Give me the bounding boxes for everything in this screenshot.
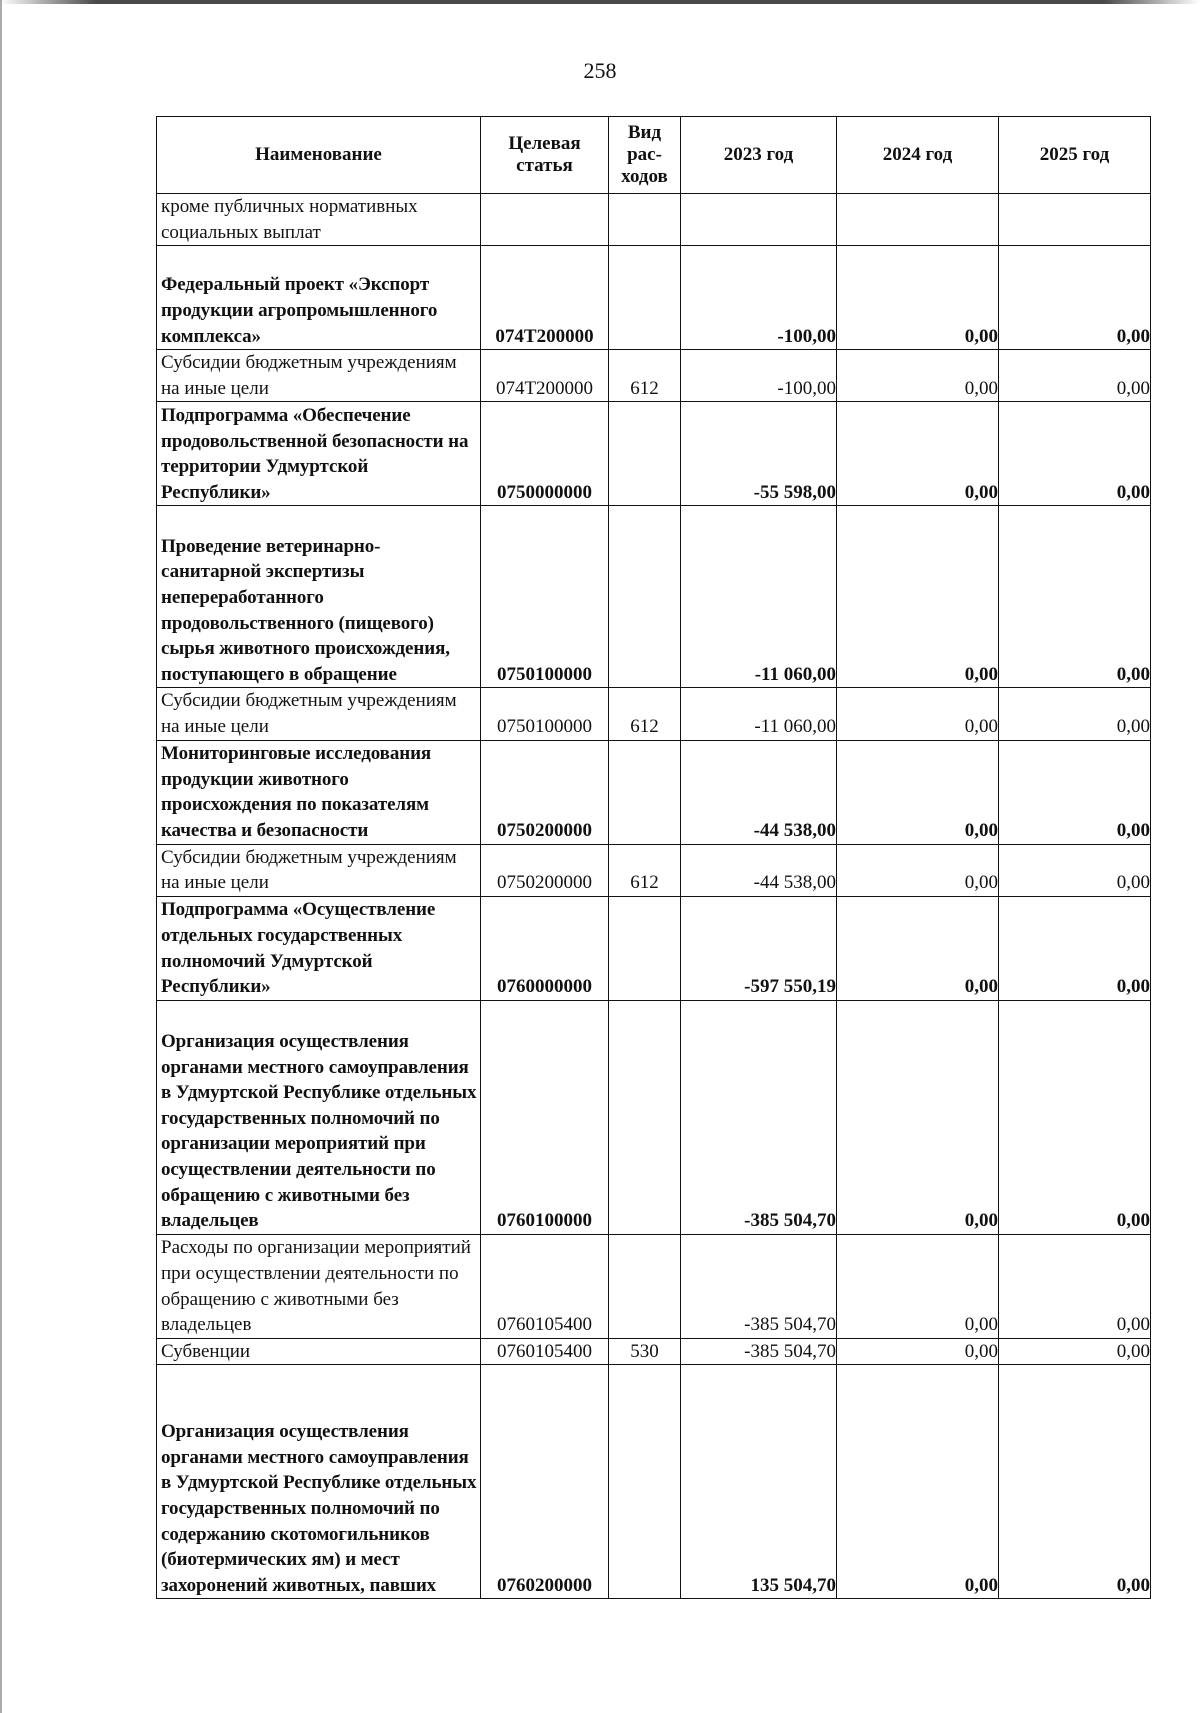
row-value-2025 — [999, 194, 1151, 246]
scan-left-edge — [0, 0, 2, 1713]
row-value-2023: 135 504,70 — [681, 1365, 837, 1599]
row-expense-kind: 530 — [609, 1338, 681, 1365]
row-expense-kind — [609, 740, 681, 844]
row-value-2024: 0,00 — [837, 688, 999, 740]
row-name: Субсидии бюджетным учреждениям на иные цели — [157, 350, 481, 402]
header-kind: Вид рас-ходов — [609, 117, 681, 194]
row-expense-kind — [609, 1365, 681, 1599]
row-name: Федеральный проект «Экспорт продукции агропромышленного комплекса» — [157, 246, 481, 350]
header-target: Целевая статья — [481, 117, 609, 194]
row-value-2024: 0,00 — [837, 506, 999, 688]
row-name: Субсидии бюджетным учреждениям на иные цели — [157, 688, 481, 740]
row-target-code: 0750200000 — [481, 740, 609, 844]
table-row — [157, 896, 1151, 1000]
row-value-2025: 0,00 — [999, 688, 1151, 740]
row-target-code: 0750100000 — [481, 506, 609, 688]
row-value-2025: 0,00 — [999, 1234, 1151, 1338]
row-expense-kind — [609, 896, 681, 1000]
row-value-2024: 0,00 — [837, 740, 999, 844]
table-row — [157, 740, 1151, 844]
row-value-2023: -385 504,70 — [681, 1000, 837, 1234]
row-name: Субсидии бюджетным учреждениям на иные цели — [157, 844, 481, 896]
row-value-2023: -100,00 — [681, 246, 837, 350]
table-row — [157, 402, 1151, 506]
row-value-2025: 0,00 — [999, 1365, 1151, 1599]
row-name: Организация осуществления органами местного самоуправления в Удмуртской Республике отдельных государственных полномочий по содержанию скотомогильников (биотермических ям) и мест захоронений животных, павших — [157, 1365, 481, 1599]
table-row — [157, 844, 1151, 896]
row-name: Подпрограмма «Обеспечение продовольственной безопасности на территории Удмуртской Республики» — [157, 402, 481, 506]
row-value-2024: 0,00 — [837, 844, 999, 896]
row-value-2025: 0,00 — [999, 1000, 1151, 1234]
row-name: Расходы по организации мероприятий при осуществлении деятельности по обращению с животными без владельцев — [157, 1234, 481, 1338]
table-row — [157, 506, 1151, 688]
row-name: Подпрограмма «Осуществление отдельных государственных полномочий Удмуртской Республики» — [157, 896, 481, 1000]
row-value-2024: 0,00 — [837, 402, 999, 506]
table-row — [157, 1000, 1151, 1234]
header-2023: 2023 год — [681, 117, 837, 194]
row-name: Субвенции — [157, 1338, 481, 1365]
row-expense-kind: 612 — [609, 350, 681, 402]
row-name: Проведение ветеринарно-санитарной экспертизы непереработанного продовольственного (пищевого) сырья животного происхождения, поступающего в обращение — [157, 506, 481, 688]
row-value-2023: -44 538,00 — [681, 844, 837, 896]
row-value-2024: 0,00 — [837, 1234, 999, 1338]
row-value-2025: 0,00 — [999, 246, 1151, 350]
row-value-2025: 0,00 — [999, 1338, 1151, 1365]
row-value-2025: 0,00 — [999, 350, 1151, 402]
row-value-2023 — [681, 194, 837, 246]
row-target-code: 074Т200000 — [481, 350, 609, 402]
row-name: кроме публичных нормативных социальных выплат — [157, 194, 481, 246]
header-2024: 2024 год — [837, 117, 999, 194]
row-expense-kind — [609, 1234, 681, 1338]
row-target-code: 074Т200000 — [481, 246, 609, 350]
row-expense-kind: 612 — [609, 688, 681, 740]
page-number: 258 — [583, 58, 617, 83]
row-value-2023: -11 060,00 — [681, 506, 837, 688]
table-row — [157, 1365, 1151, 1599]
row-expense-kind — [609, 194, 681, 246]
table-body — [157, 194, 1151, 1599]
row-name: Организация осуществления органами местного самоуправления в Удмуртской Республике отдельных государственных полномочий по организации мероприятий при осуществлении деятельности по обращению с животными без владельцев — [157, 1000, 481, 1234]
row-value-2024: 0,00 — [837, 246, 999, 350]
row-name: Мониторинговые исследования продукции животного происхождения по показателям качества и безопасности — [157, 740, 481, 844]
row-value-2023: -55 598,00 — [681, 402, 837, 506]
row-target-code: 0760000000 — [481, 896, 609, 1000]
row-value-2023: -11 060,00 — [681, 688, 837, 740]
row-value-2024: 0,00 — [837, 1338, 999, 1365]
table-row — [157, 350, 1151, 402]
row-value-2024: 0,00 — [837, 350, 999, 402]
row-value-2023: -100,00 — [681, 350, 837, 402]
row-expense-kind: 612 — [609, 844, 681, 896]
row-value-2023: -385 504,70 — [681, 1234, 837, 1338]
row-target-code: 0750200000 — [481, 844, 609, 896]
row-target-code: 0760105400 — [481, 1338, 609, 1365]
row-value-2025: 0,00 — [999, 896, 1151, 1000]
row-value-2024 — [837, 194, 999, 246]
header-row — [157, 117, 1151, 194]
scan-top-edge — [0, 0, 1200, 4]
row-target-code — [481, 194, 609, 246]
row-expense-kind — [609, 246, 681, 350]
row-target-code: 0760200000 — [481, 1365, 609, 1599]
row-value-2024: 0,00 — [837, 896, 999, 1000]
row-target-code: 0760100000 — [481, 1000, 609, 1234]
row-value-2023: -385 504,70 — [681, 1338, 837, 1365]
row-expense-kind — [609, 506, 681, 688]
row-expense-kind — [609, 402, 681, 506]
table-header — [157, 117, 1151, 194]
row-value-2023: -44 538,00 — [681, 740, 837, 844]
row-value-2025: 0,00 — [999, 506, 1151, 688]
row-value-2024: 0,00 — [837, 1000, 999, 1234]
row-target-code: 0760105400 — [481, 1234, 609, 1338]
budget-table — [156, 116, 1151, 1599]
row-value-2024: 0,00 — [837, 1365, 999, 1599]
row-expense-kind — [609, 1000, 681, 1234]
header-name: Наименование — [157, 117, 481, 194]
table-row — [157, 246, 1151, 350]
table-row — [157, 194, 1151, 246]
table-row — [157, 1234, 1151, 1338]
row-value-2023: -597 550,19 — [681, 896, 837, 1000]
row-value-2025: 0,00 — [999, 740, 1151, 844]
row-value-2025: 0,00 — [999, 402, 1151, 506]
row-target-code: 0750000000 — [481, 402, 609, 506]
table-row — [157, 688, 1151, 740]
row-value-2025: 0,00 — [999, 844, 1151, 896]
table-row — [157, 1338, 1151, 1365]
row-target-code: 0750100000 — [481, 688, 609, 740]
header-2025: 2025 год — [999, 117, 1151, 194]
